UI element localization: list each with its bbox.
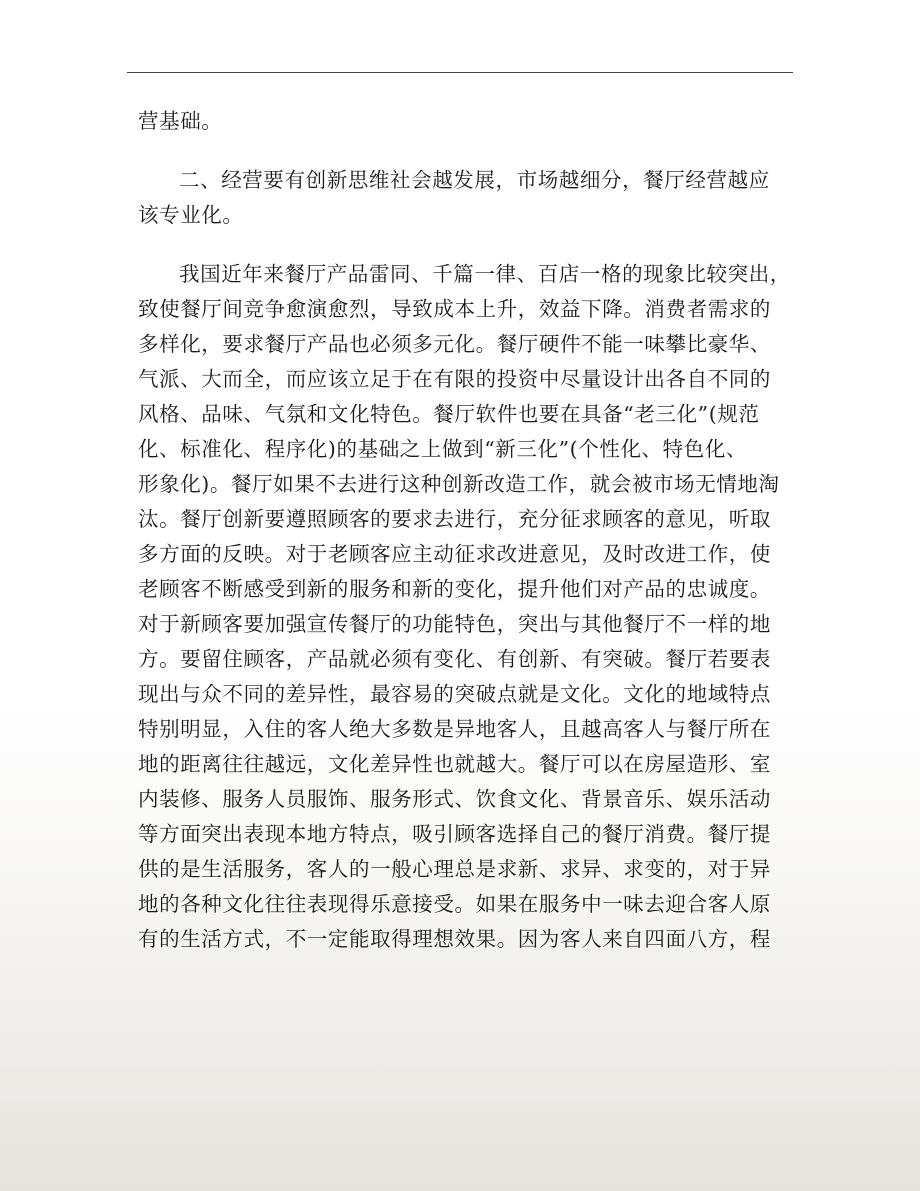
text-line: 现出与众不同的差异性，最容易的突破点就是文化。文化的地域特点 (138, 682, 771, 706)
text-line: 对于新顾客要加强宣传餐厅的功能特色，突出与其他餐厅不一样的地 (138, 612, 771, 636)
text-line: 等方面突出表现本地方特点，吸引顾客选择自己的餐厅消费。餐厅提 (138, 822, 771, 846)
text-line: 有的生活方式，不一定能取得理想效果。因为客人来自四面八方，程 (138, 927, 771, 951)
text-line: 供的是生活服务，客人的一般心理总是求新、求异、求变的，对于异 (138, 857, 771, 881)
paragraph-continuation (138, 104, 778, 139)
paragraph-body (138, 257, 791, 992)
text-line: 风格、品味、气氛和文化特色。餐厅软件也要在具备“老三化”(规范 (138, 402, 760, 426)
text-line: 致使餐厅间竞争愈演愈烈，导致成本上升，效益下降。消费者需求的 (138, 297, 771, 321)
text-line: 多样化，要求餐厅产品也必须多元化。餐厅硬件不能一味攀比豪华、 (138, 332, 771, 356)
text-line: 二、经营要有创新思维社会越发展，市场越细分，餐厅经营越应 (179, 168, 770, 192)
text-line: 我国近年来餐厅产品雷同、千篇一律、百店一格的现象比较突出， (179, 262, 791, 286)
text-line: 形象化)。餐厅如果不去进行这种创新改造工作，就会被市场无情地淘 (138, 472, 780, 496)
paragraph-section-heading (138, 163, 778, 233)
text-line: 营基础。 (138, 109, 223, 133)
text-line: 特别明显，入住的客人绝大多数是异地客人，且越高客人与餐厅所在 (138, 717, 771, 741)
text-line: 地的各种文化往往表现得乐意接受。如果在服务中一味去迎合客人原 (138, 892, 771, 916)
text-line: 地的距离往往越远，文化差异性也就越大。餐厅可以在房屋造形、室 (138, 752, 771, 776)
text-line: 内装修、服务人员服饰、服务形式、饮食文化、背景音乐、娱乐活动 (138, 787, 771, 811)
header-rule (127, 72, 793, 73)
text-line: 汰。餐厅创新要遵照顾客的要求去进行，充分征求顾客的意见，听取 (138, 507, 771, 531)
text-line: 老顾客不断感受到新的服务和新的变化，提升他们对产品的忠诚度。 (138, 577, 771, 601)
text-line: 气派、大而全，而应该立足于在有限的投资中尽量设计出各自不同的 (138, 367, 771, 391)
text-line: 化、标准化、程序化)的基础之上做到“新三化”(个性化、特色化、 (138, 437, 748, 461)
text-line: 多方面的反映。对于老顾客应主动征求改进意见，及时改进工作，使 (138, 542, 771, 566)
text-line: 方。要留住顾客，产品就必须有变化、有创新、有突破。餐厅若要表 (138, 647, 771, 671)
text-line: 该专业化。 (138, 203, 244, 227)
text-line (138, 957, 778, 992)
